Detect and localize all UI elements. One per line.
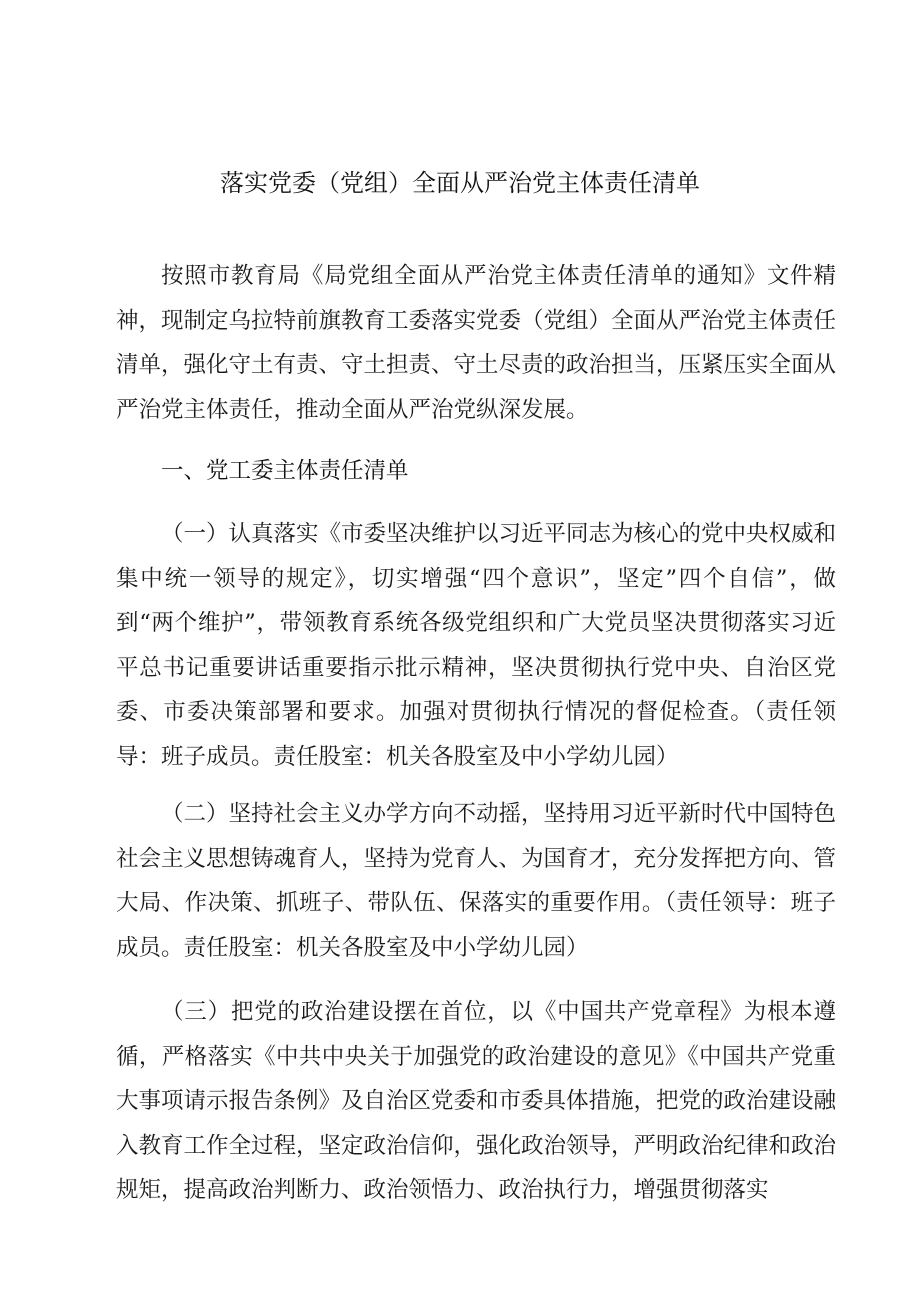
document-title: 落实党委（党组）全面从严治党主体责任清单 xyxy=(220,169,700,197)
section-heading: 一、党工委主体责任清单 xyxy=(161,458,409,484)
list-item-3: （三）把党的政治建设摆在首位，以《中国共产党章程》为根本遵循，严格落实《中共中央关于加强党的政治建设的意见》《中国共产党重大事项请示报告条例》及自治区党委和市委具体措施，把党的政治建设融入教育工作全过程，坚定政治信仰，强化政治领导，严明政治纪律和政治规矩，提高政治判断力、政治领悟力、政治执行力，增强贯彻落实 xyxy=(116,999,837,1203)
list-item-1: （一）认真落实《市委坚决维护以习近平同志为核心的党中央权威和集中统一领导的规定》，切实增强“四个意识”，坚定”四个自信”，做到“两个维护”，带领教育系统各级党组织和广大党员坚决贯彻落实习近平总书记重要讲话重要指示批示精神，坚决贯彻执行党中央、自治区党委、市委决策部署和要求。加强对贯彻执行情况的督促检查。（责任领导：班子成员。责任股室：机关各股室及中小学幼儿园） xyxy=(116,521,837,770)
list-item-2: （二）坚持社会主义办学方向不动摇，坚持用习近平新时代中国特色社会主义思想铸魂育人，坚持为党育人、为国育才，充分发挥把方向、管大局、作决策、抓班子、带队伍、保落实的重要作用。（责任领导：班子成员。责任股室：机关各股室及中小学幼儿园） xyxy=(116,801,837,961)
intro-paragraph: 按照市教育局《局党组全面从严治党主体责任清单的通知》文件精神，现制定乌拉特前旗教育工委落实党委（党组）全面从严治党主体责任清单，强化守土有责、守土担责、守土尽责的政治担当，压紧压实全面从严治党主体责任，推动全面从严治党纵深发展。 xyxy=(116,263,837,423)
